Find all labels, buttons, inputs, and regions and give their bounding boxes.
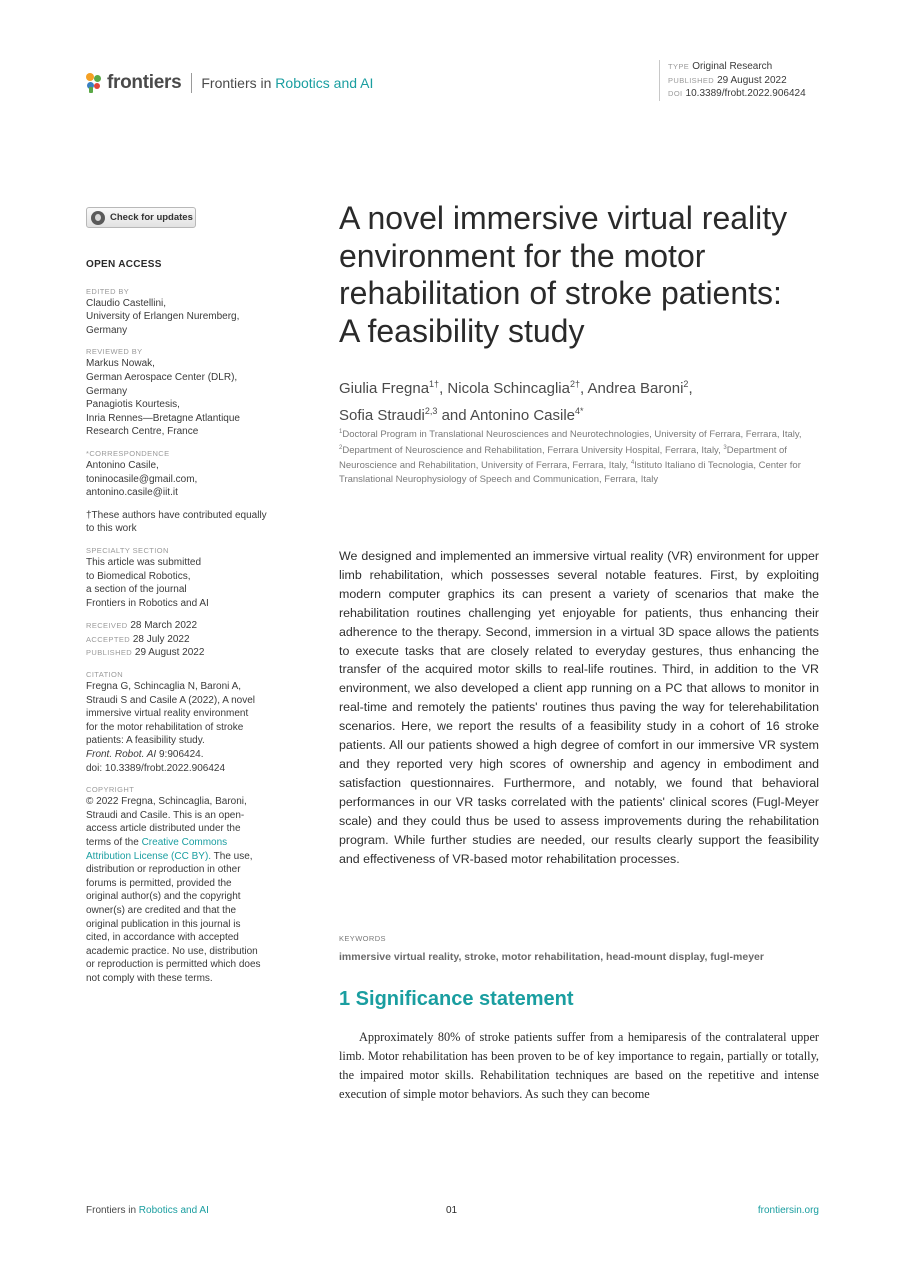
abstract: We designed and implemented an immersive virtual reality (VR) environment for upper limb rehabilitation, which possesses several notable features. First, by exploiting modern computer graphics its can present a variety of scenarios that make the rehabilitation routines challenging yet enjoyable for patients, thus enhancing their adherence to the therapy. Second, immersion in a virtual 3D space allows the patients to execute tasks that are closely related to everyday gestures, thus enhancing the transfer of the acquired motor skills to real-life routines. Third, in addition to the VR environment, we also developed a client app running on a PC that allows to monitor in real-time and remotely the patients' routines thus paving the way for telerehabilitation scenarios. Here, we report the results of a feasibility study in a cohort of 16 stroke patients. All our patients showed a high degree of comfort in our immersive VR system and they reported very high scores of ownership and agency in embodiment and satisfaction questionnaires. Furthermore, and notably, we found that behavioral performances in our VR tasks correlated with the patients' clinical scores (Fugl-Meyer scale) and they could thus be used to assess improvements during the rehabilitation program. While further studies are needed, our results clearly support the feasibility and effectiveness of VR-based motor rehabilitation processes. xyxy=(339,549,819,866)
dates-section: RECEIVED 28 March 2022 ACCEPTED 28 July 2022 PUBLISHED 29 August 2022 xyxy=(86,620,205,659)
author[interactable]: Nicola Schincaglia$^{2\dagger}$ xyxy=(447,379,580,397)
journal-logo[interactable] xyxy=(86,72,373,94)
meta-type: TYPE Original Research xyxy=(668,61,773,72)
keywords-label: KEYWORDS xyxy=(339,934,386,943)
check-updates-label: Check for updates xyxy=(110,212,193,223)
email-link[interactable]: antonino.casile@iit.it xyxy=(86,487,178,499)
author-list: Giulia Fregna$^{1\dagger}$, Nicola Schincaglia$^{2\dagger}$, Andrea Baroni$^2$, Sofia Straudi$^{2,3}$ and Antonino Casile$^{4*}$ xyxy=(339,379,693,424)
logo-divider xyxy=(191,73,192,93)
correspondence-section: *CORRESPONDENCE Antonino Casile, toninocasile@gmail.com, antonino.casile@iit.it xyxy=(86,448,281,500)
journal-name: Frontiers in Robotics and AI xyxy=(201,75,374,91)
author[interactable]: Andrea Baroni$^2$ xyxy=(587,379,689,397)
author[interactable]: Sofia Straudi$^{2,3}$ xyxy=(339,406,438,424)
license-link[interactable]: Creative Commons xyxy=(141,837,228,848)
check-updates-icon xyxy=(91,211,105,225)
body-paragraph: Approximately 80% of stroke patients suffer from a hemiparesis of the contralateral upper limb. Motor rehabilitation has been proven to be of key importance to regain, partially or totally, the impaired motor skills. Rehabilitation techniques are based on the repetitive and intense execution of simple motor behaviors. As such they can become xyxy=(339,1030,819,1101)
author[interactable]: Giulia Fregna$^{1\dagger}$ xyxy=(339,379,440,397)
check-updates-button[interactable] xyxy=(86,207,196,228)
meta-doi: DOI 10.3389/frobt.2022.906424 xyxy=(668,88,806,99)
open-access-label: OPEN ACCESS xyxy=(86,259,162,270)
edited-by-section: EDITED BY Claudio Castellini, University of Erlangen Nuremberg, Germany xyxy=(86,286,240,336)
section-heading: 1 Significance statement xyxy=(339,988,574,1010)
copyright-section: COPYRIGHT © 2022 Fregna, Schincaglia, Baroni, Straudi and Casile. This is an open- access article distributed under the terms of the Creative Commons Attribution License (CC BY). The use, distribution or reproduction in other forums is permitted, provided the original author(s) and the copyright owner(s) are credited and that the original publication in this journal is cited, in accordance with accepted academic practice. No use, distribution or reproduction is permitted which does not comply with these terms. xyxy=(86,785,261,984)
footer-journal: Frontiers in Robotics and AI xyxy=(86,1205,209,1216)
license-link[interactable]: Attribution License (CC BY). xyxy=(86,850,212,862)
article-meta xyxy=(659,60,806,101)
frontiers-logo-icon xyxy=(86,73,104,93)
article-title: A novel immersive virtual reality environment for the motor rehabilitation of stroke patients: A feasibility study xyxy=(339,200,788,349)
footer-site-link[interactable]: frontiersin.org xyxy=(757,1205,819,1216)
sidebar xyxy=(86,258,281,995)
meta-published: PUBLISHED 29 August 2022 xyxy=(668,74,787,86)
author[interactable]: Antonino Casile$^{4*}$ xyxy=(469,406,584,424)
equal-contribution-note: †These authors have contributed equally to this work xyxy=(86,509,267,535)
logo-word: frontiers xyxy=(107,72,182,93)
keywords: immersive virtual reality, stroke, motor rehabilitation, head-mount display, fugl-meyer xyxy=(339,951,764,963)
page-number: 01 xyxy=(446,1205,458,1216)
reviewed-by-section: REVIEWED BY Markus Nowak, German Aerospace Center (DLR), Germany Panagiotis Kourtesis, Inria Rennes—Bretagne Atlantique Research Centre, France xyxy=(86,347,240,438)
email-link[interactable]: toninocasile@gmail.com, xyxy=(86,473,198,485)
affiliations: $^1$Doctoral Program in Translational Neurosciences and Neurotechnologies, University of Ferrara, Ferrara, Italy, $^2$Department of Neuroscience and Rehabilitation, Ferrara University Hospital, Ferrara, Italy, $^3$Department of Neuroscience and Rehabilitation, University of Ferrara, Ferrara, Italy, $^4$Istituto Italiano di Tecnologia, Center for Translational Neurophysiology of Speech and Communication, Ferrara, Italy xyxy=(339,429,802,485)
specialty-section: SPECIALTY SECTION This article was submitted to Biomedical Robotics, a section of the journal Frontiers in Robotics and AI xyxy=(86,545,209,609)
citation-section: CITATION Fregna G, Schincaglia N, Baroni A, Straudi S and Casile A (2022), A novel immersive virtual reality environment for the motor rehabilitation of stroke patients: A feasibility study. Front. Robot. AI 9:906424. doi: 10.3389/frobt.2022.906424 xyxy=(86,670,255,774)
